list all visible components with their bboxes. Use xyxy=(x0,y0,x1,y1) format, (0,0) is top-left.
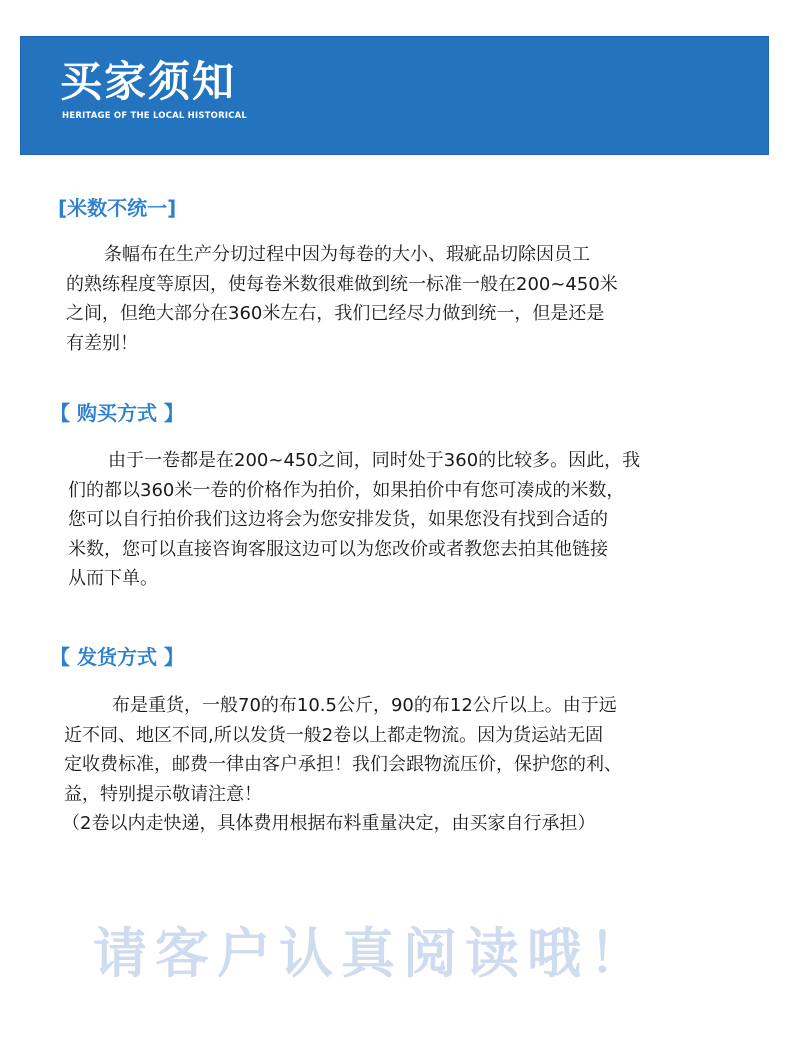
paragraph-line: 由于一卷都是在200~450之间，同时处于360的比较多。因此，我 xyxy=(108,450,641,471)
paragraph-line: 益，特别提示敬请注意！ xyxy=(64,783,262,805)
section-body-purchase-method xyxy=(62,446,762,594)
header-banner xyxy=(20,36,769,155)
footer-notice: 请客户认真阅读哦！ xyxy=(93,922,651,985)
paragraph-line: 条幅布在生产分切过程中因为每卷的大小、瑕疵品切除因员工 xyxy=(104,244,590,265)
section-heading-purchase-method: 【 购买方式 】 xyxy=(50,401,184,425)
paragraph-line: 的熟练程度等原因，使每卷米数很难做到统一标准一般在200~450米 xyxy=(66,273,618,295)
paragraph-line: 布是重货，一般70的布10.5公斤，90的布12公斤以上。由于远 xyxy=(112,695,617,716)
section-body-shipping-method xyxy=(62,691,762,839)
paragraph-line: 定收费标准，邮费一律由客户承担！我们会跟物流压价，保护您的利、 xyxy=(64,754,622,775)
banner-subtitle: HERITAGE OF THE LOCAL HISTORICAL xyxy=(62,111,248,121)
paragraph-line: （2卷以内走快递，具体费用根据布料重量决定，由买家自行承担） xyxy=(62,813,596,834)
paragraph-line: 近不同、地区不同,所以发货一般2卷以上都走物流。因为货运站无固 xyxy=(64,724,604,746)
banner-title: 买家须知 xyxy=(60,57,237,106)
paragraph-line: 们的都以360米一卷的价格作为拍价，如果拍价中有您可凑成的米数， xyxy=(68,479,625,501)
paragraph-line: 从而下单。 xyxy=(68,568,158,589)
section-body-meter-count xyxy=(62,240,762,358)
paragraph-line: 您可以自行拍价我们这边将会为您安排发货，如果您没有找到合适的 xyxy=(68,509,608,530)
paragraph-line: 米数，您可以直接咨询客服这边可以为您改价或者教您去拍其他链接 xyxy=(68,538,608,560)
section-heading-shipping-method: 【 发货方式 】 xyxy=(50,645,184,669)
section-heading-meter-count: [米数不统一] xyxy=(58,196,177,220)
paragraph-line: 之间，但绝大部分在360米左右，我们已经尽力做到统一，但是还是 xyxy=(66,303,605,324)
paragraph-line: 有差别！ xyxy=(66,332,138,354)
